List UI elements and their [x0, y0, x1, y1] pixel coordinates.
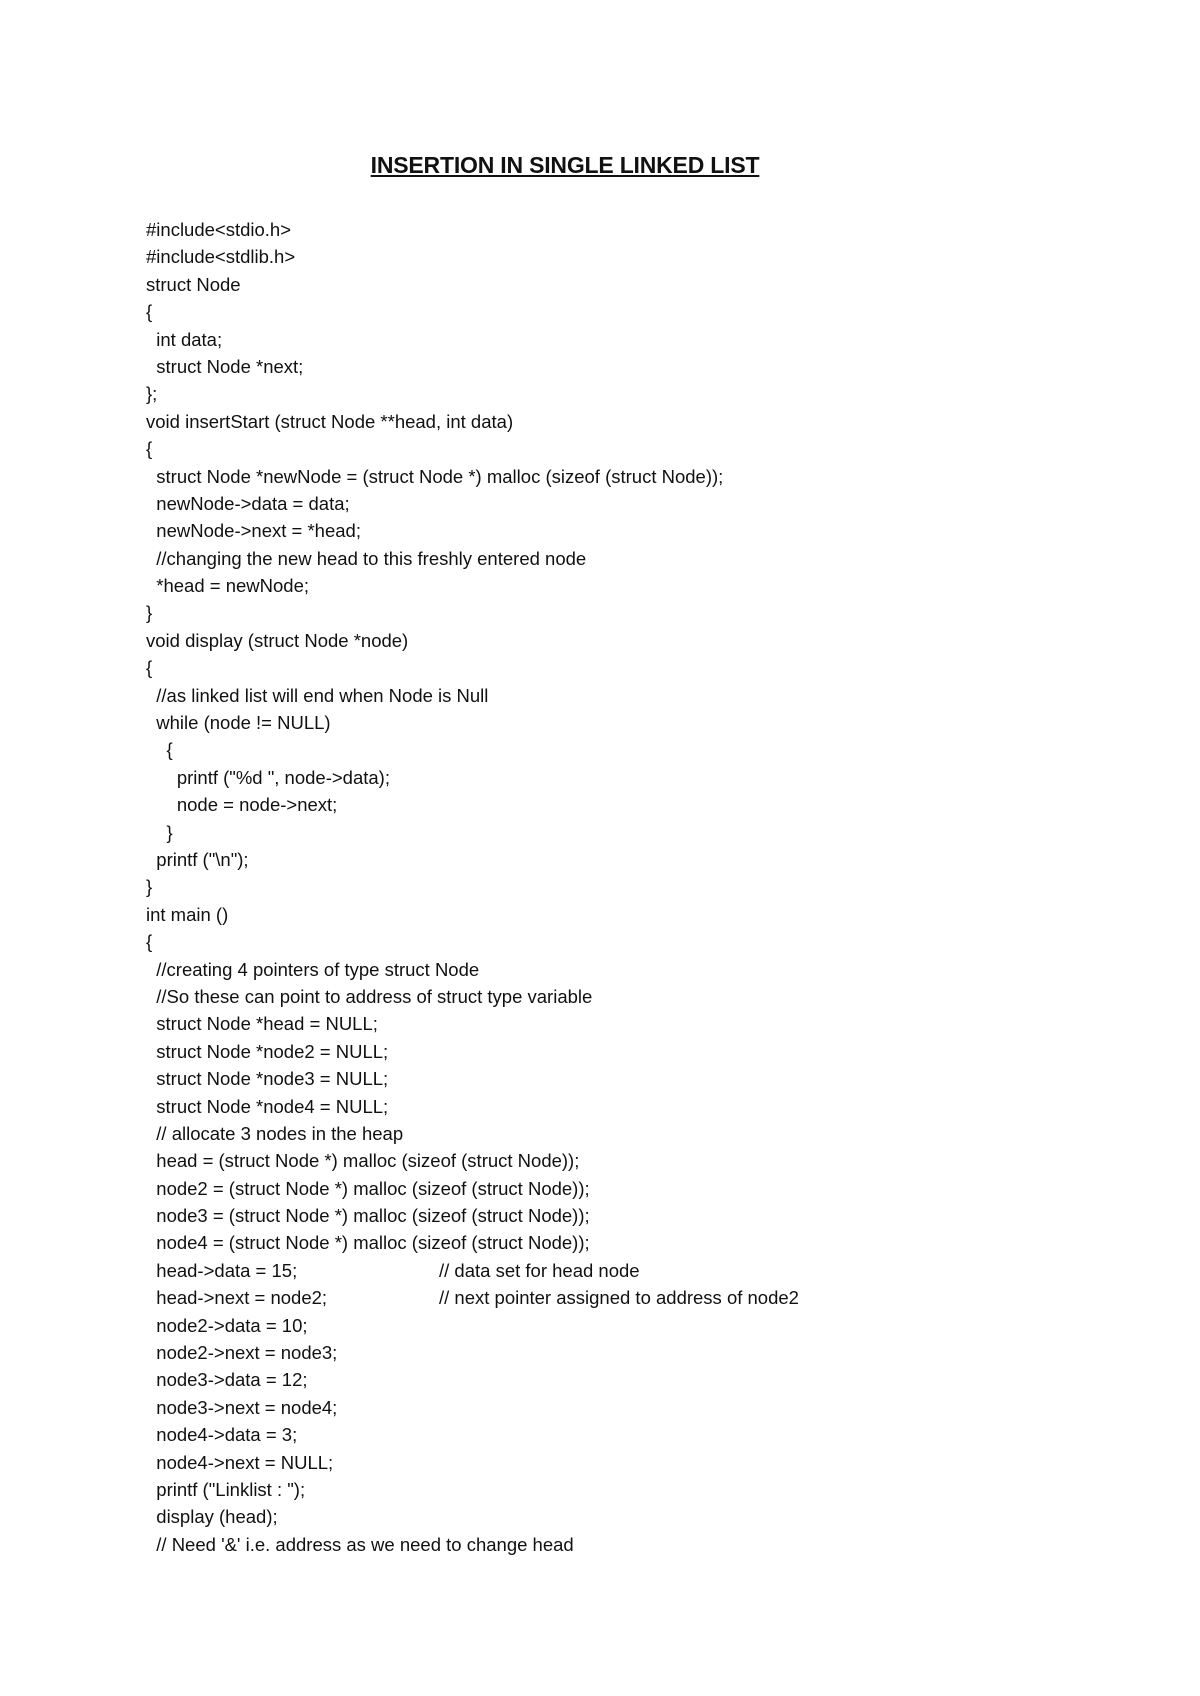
code-line: node4->next = NULL; — [146, 1451, 334, 1473]
code-line: //as linked list will end when Node is Null — [146, 684, 489, 706]
document-title: INSERTION IN SINGLE LINKED LIST — [370, 152, 760, 178]
code-line: *head = newNode; — [146, 575, 310, 597]
code-line: int data; — [146, 328, 223, 350]
code-line: node2 = (struct Node *) malloc (sizeof (struct Node)); — [146, 1177, 590, 1199]
code-line: //creating 4 pointers of type struct Node — [146, 958, 480, 980]
code-line: struct Node — [146, 273, 241, 295]
code-line: while (node != NULL) — [146, 712, 331, 734]
code-text: head->next = node2; — [146, 1287, 328, 1309]
code-line: } — [146, 821, 173, 843]
code-line: node2->next = node3; — [146, 1342, 338, 1364]
code-line: node4->data = 3; — [146, 1424, 298, 1446]
code-line: printf ("Linklist : "); — [146, 1478, 306, 1500]
code-line: struct Node *node2 = NULL; — [146, 1040, 389, 1062]
code-line: struct Node *next; — [146, 355, 304, 377]
code-line: { — [146, 301, 153, 323]
code-line: //changing the new head to this freshly entered node — [146, 547, 587, 569]
code-line: void insertStart (struct Node **head, int data) — [146, 410, 514, 432]
code-line: node3 = (struct Node *) malloc (sizeof (struct Node)); — [146, 1205, 590, 1227]
code-line: }; — [146, 383, 158, 405]
code-line: newNode->data = data; — [146, 492, 350, 514]
code-line: void display (struct Node *node) — [146, 629, 409, 651]
code-line: head = (struct Node *) malloc (sizeof (struct Node)); — [146, 1150, 580, 1172]
code-line: } — [146, 602, 153, 624]
code-line: struct Node *node4 = NULL; — [146, 1095, 389, 1117]
code-line: // allocate 3 nodes in the heap — [146, 1122, 404, 1144]
code-line-with-comment — [146, 1284, 1146, 1311]
code-line: node3->next = node4; — [146, 1396, 338, 1418]
code-line-with-comment — [146, 1257, 1146, 1284]
code-line: } — [146, 876, 153, 898]
code-line: // Need '&' i.e. address as we need to change head — [146, 1533, 574, 1555]
code-line: struct Node *node3 = NULL; — [146, 1068, 389, 1090]
code-line: struct Node *newNode = (struct Node *) malloc (sizeof (struct Node)); — [146, 465, 724, 487]
code-line: { — [146, 739, 173, 761]
code-line: node = node->next; — [146, 794, 338, 816]
code-line: struct Node *head = NULL; — [146, 1013, 378, 1035]
inline-comment: // data set for head node — [439, 1259, 640, 1281]
code-line: { — [146, 657, 153, 679]
inline-comment: // next pointer assigned to address of node2 — [439, 1287, 799, 1309]
code-line: //So these can point to address of struct type variable — [146, 985, 593, 1007]
code-line: node2->data = 10; — [146, 1314, 308, 1336]
code-line: #include<stdio.h> — [146, 219, 292, 240]
code-line: printf ("%d ", node->data); — [146, 766, 390, 788]
code-line: display (head); — [146, 1506, 278, 1528]
code-line: node3->data = 12; — [146, 1369, 308, 1391]
code-line: node4 = (struct Node *) malloc (sizeof (struct Node)); — [146, 1232, 590, 1254]
code-line: { — [146, 931, 153, 953]
code-line: { — [146, 438, 153, 460]
code-listing — [146, 216, 1146, 1558]
code-line: int main () — [146, 903, 229, 925]
code-line: printf ("\n"); — [146, 848, 249, 870]
code-text: head->data = 15; — [146, 1259, 298, 1281]
code-line: newNode->next = *head; — [146, 520, 361, 542]
code-line: #include<stdlib.h> — [146, 246, 296, 268]
